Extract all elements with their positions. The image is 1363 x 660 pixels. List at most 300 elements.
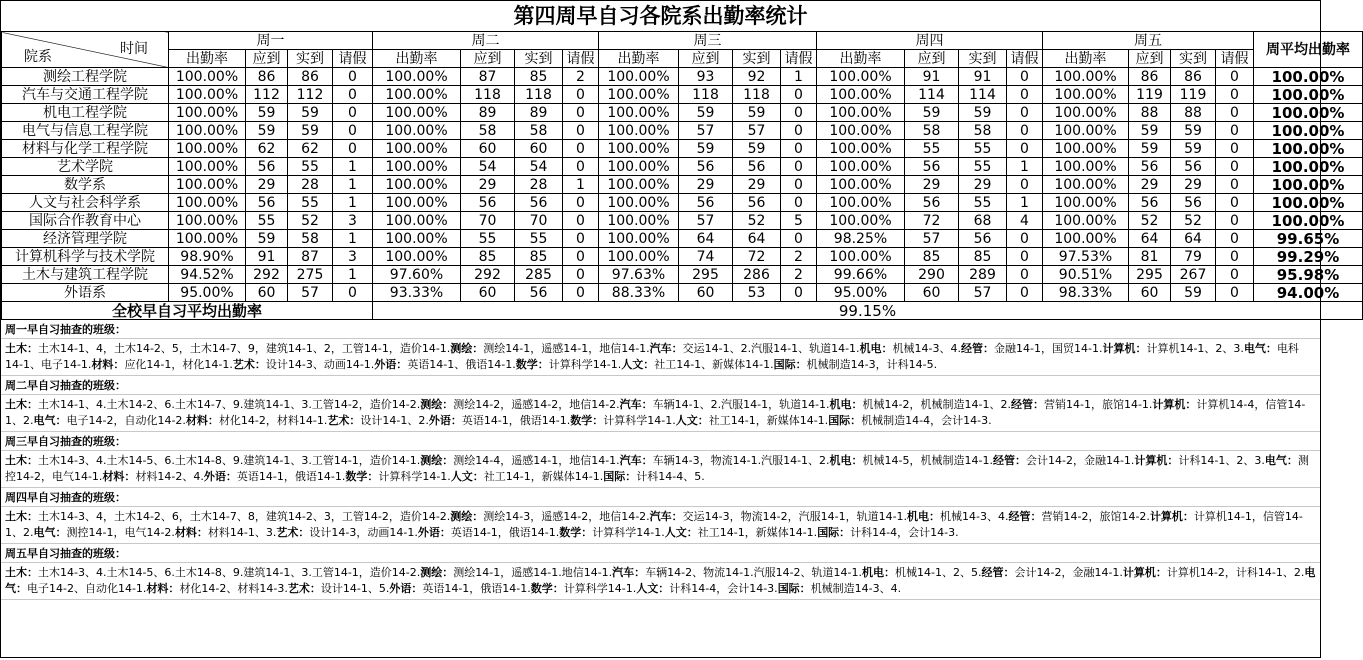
- note-class-list: 计科14-4、5.: [636, 470, 705, 483]
- value-cell: 94.52%: [169, 266, 246, 284]
- value-cell: 98.25%: [817, 230, 905, 248]
- value-cell: 81: [1129, 248, 1171, 266]
- value-cell: 59: [246, 122, 288, 140]
- value-cell: 100.00%: [817, 194, 905, 212]
- note-class-list: 设计14-3，动画14-1.: [309, 526, 418, 539]
- table-row: [2, 104, 1363, 122]
- note-dept-label: 机电：: [907, 510, 941, 523]
- value-cell: 60: [246, 284, 288, 302]
- value-cell: 95.00%: [817, 284, 905, 302]
- note-class-list: 材化14-2、材料14-3.: [179, 582, 288, 595]
- header-row-metrics: [2, 50, 1363, 68]
- dept-name-cell: 汽车与交通工程学院: [2, 86, 169, 104]
- note-class-list: 计算科学14-1.: [378, 470, 451, 483]
- value-cell: 64: [733, 230, 781, 248]
- value-cell: 0: [1216, 212, 1254, 230]
- value-cell: 88.33%: [599, 284, 679, 302]
- value-cell: 55: [905, 140, 959, 158]
- value-cell: 100.00%: [817, 122, 905, 140]
- value-cell: 0: [1007, 104, 1043, 122]
- value-cell: 267: [1171, 266, 1216, 284]
- note-dept-label: 土木：: [5, 342, 38, 355]
- value-cell: 100.00%: [599, 194, 679, 212]
- value-cell: 100.00%: [1043, 86, 1129, 104]
- note-class-list: 车辆14-2、物流14-1.汽服14-2、轨道14-1.: [645, 566, 863, 579]
- value-cell: 56: [246, 194, 288, 212]
- note-class-list: 土木14-3、4.土木14-5、6.土木14-8、9.建筑14-1、3.工管14-1，造价14-1.: [38, 454, 421, 467]
- weekly-avg-cell: 100.00%: [1254, 122, 1363, 140]
- value-cell: 100.00%: [1043, 104, 1129, 122]
- note-dept-label: 经管：: [961, 342, 995, 355]
- dept-name-cell: 艺术学院: [2, 158, 169, 176]
- value-cell: 295: [679, 266, 733, 284]
- value-cell: 59: [679, 104, 733, 122]
- note-dept-label: 土木：: [5, 398, 38, 411]
- note-body: [1, 563, 1320, 600]
- value-cell: 52: [1171, 212, 1216, 230]
- value-cell: 59: [1129, 122, 1171, 140]
- value-cell: 29: [679, 176, 733, 194]
- value-cell: 55: [959, 194, 1007, 212]
- metric-header: 应到: [1129, 50, 1171, 68]
- value-cell: 64: [679, 230, 733, 248]
- note-class-list: 土木14-3、4.土木14-5、6.土木14-8、9.建筑14-1、3.工管14-1，造价14-2.: [38, 566, 421, 579]
- metric-header: 应到: [679, 50, 733, 68]
- note-class-list: 机械制造14-4，会计14-3.: [861, 414, 992, 427]
- value-cell: 95.00%: [169, 284, 246, 302]
- header-row-days: [2, 32, 1363, 50]
- value-cell: 0: [1007, 140, 1043, 158]
- day-header-3: 周三: [599, 32, 817, 50]
- note-class-list: 社工14-1，新媒体14-1.: [697, 526, 818, 539]
- note-dept-label: 计算机：: [1152, 398, 1197, 411]
- value-cell: 0: [1216, 158, 1254, 176]
- value-cell: 85: [461, 248, 515, 266]
- note-class-list: 车辆14-1、2.汽服14-1，轨道14-1.: [652, 398, 830, 411]
- value-cell: 0: [781, 158, 817, 176]
- value-cell: 29: [246, 176, 288, 194]
- value-cell: 0: [1007, 284, 1043, 302]
- note-dept-label: 艺术：: [287, 582, 321, 595]
- note-dept-label: 人文：: [636, 582, 670, 595]
- value-cell: 4: [1007, 212, 1043, 230]
- value-cell: 100.00%: [1043, 158, 1129, 176]
- table-row: [2, 266, 1363, 284]
- note-dept-label: 人文：: [664, 526, 698, 539]
- note-class-list: 电科14-1、电子14-1.: [5, 342, 1299, 371]
- value-cell: 28: [288, 176, 333, 194]
- note-class-list: 英语14-1，俄语14-1.: [236, 470, 346, 483]
- value-cell: 29: [905, 176, 959, 194]
- value-cell: 292: [461, 266, 515, 284]
- table-row: [2, 230, 1363, 248]
- metric-header: 实到: [1171, 50, 1216, 68]
- value-cell: 93: [679, 68, 733, 86]
- note-title: 周二早自习抽查的班级：: [1, 376, 1320, 395]
- value-cell: 64: [1171, 230, 1216, 248]
- value-cell: 86: [246, 68, 288, 86]
- value-cell: 0: [333, 140, 373, 158]
- value-cell: 100.00%: [599, 176, 679, 194]
- metric-header: 实到: [288, 50, 333, 68]
- value-cell: 0: [1007, 230, 1043, 248]
- value-cell: 91: [246, 248, 288, 266]
- dept-name-cell: 经济管理学院: [2, 230, 169, 248]
- note-class-list: 计算科学14-1.: [563, 582, 637, 595]
- value-cell: 59: [1171, 140, 1216, 158]
- value-cell: 100.00%: [169, 158, 246, 176]
- day-header-4: 周四: [817, 32, 1043, 50]
- value-cell: 60: [679, 284, 733, 302]
- weekly-avg-cell: 94.00%: [1254, 284, 1363, 302]
- note-class-list: 计算科学14-1.: [603, 414, 676, 427]
- value-cell: 112: [246, 86, 288, 104]
- note-class-list: 机械14-3、4.: [940, 510, 1009, 523]
- value-cell: 0: [781, 86, 817, 104]
- weekly-avg-cell: 100.00%: [1254, 158, 1363, 176]
- value-cell: 100.00%: [1043, 230, 1129, 248]
- value-cell: 100.00%: [169, 104, 246, 122]
- value-cell: 52: [733, 212, 781, 230]
- value-cell: 29: [1129, 176, 1171, 194]
- value-cell: 59: [246, 104, 288, 122]
- note-dept-label: 机电：: [829, 454, 863, 467]
- note-title: 周五早自习抽查的班级：: [1, 544, 1320, 563]
- value-cell: 90.51%: [1043, 266, 1129, 284]
- value-cell: 98.90%: [169, 248, 246, 266]
- value-cell: 52: [1129, 212, 1171, 230]
- value-cell: 53: [733, 284, 781, 302]
- note-dept-label: 汽车：: [612, 566, 646, 579]
- value-cell: 0: [1216, 194, 1254, 212]
- value-cell: 29: [959, 176, 1007, 194]
- table-row: [2, 86, 1363, 104]
- note-class-list: 机械14-1、2、5.: [895, 566, 982, 579]
- value-cell: 60: [515, 140, 563, 158]
- note-class-list: 土木14-1、4.土木14-2、6.土木14-7、9.建筑14-1、3.工管14-2，造价14-2.: [38, 398, 421, 411]
- value-cell: 1: [333, 230, 373, 248]
- note-dept-label: 外语：: [374, 358, 408, 371]
- value-cell: 0: [1216, 68, 1254, 86]
- value-cell: 100.00%: [169, 176, 246, 194]
- value-cell: 100.00%: [599, 86, 679, 104]
- value-cell: 100.00%: [373, 230, 461, 248]
- note-class-list: 机械14-5，机械制造14-1.: [862, 454, 993, 467]
- value-cell: 1: [333, 194, 373, 212]
- value-cell: 86: [1129, 68, 1171, 86]
- weekly-avg-cell: 100.00%: [1254, 212, 1363, 230]
- value-cell: 0: [1216, 284, 1254, 302]
- table-row: [2, 248, 1363, 266]
- dept-name-cell: 测绘工程学院: [2, 68, 169, 86]
- value-cell: 290: [905, 266, 959, 284]
- note-class-list: 营销14-1，旅馆14-1.: [1043, 398, 1153, 411]
- note-dept-label: 计算机：: [1134, 454, 1179, 467]
- dept-name-cell: 计算机科学与技术学院: [2, 248, 169, 266]
- note-dept-label: 测绘：: [450, 342, 484, 355]
- value-cell: 100.00%: [169, 230, 246, 248]
- value-cell: 0: [333, 86, 373, 104]
- value-cell: 0: [563, 212, 599, 230]
- value-cell: 59: [1171, 122, 1216, 140]
- value-cell: 0: [333, 122, 373, 140]
- note-class-list: 社工14-1，新媒体14-1.: [708, 414, 829, 427]
- value-cell: 56: [733, 158, 781, 176]
- note-dept-label: 数学：: [570, 414, 604, 427]
- note-dept-label: 材料：: [174, 526, 208, 539]
- attendance-table: [1, 31, 1363, 320]
- note-body: [1, 395, 1320, 432]
- table-row: [2, 68, 1363, 86]
- value-cell: 100.00%: [373, 158, 461, 176]
- metric-header: 出勤率: [1043, 50, 1129, 68]
- value-cell: 87: [461, 68, 515, 86]
- value-cell: 88: [1129, 104, 1171, 122]
- value-cell: 2: [563, 68, 599, 86]
- value-cell: 0: [563, 86, 599, 104]
- value-cell: 100.00%: [373, 122, 461, 140]
- value-cell: 100.00%: [169, 68, 246, 86]
- value-cell: 0: [563, 194, 599, 212]
- note-class-list: 电子14-2，自动化14-2.: [66, 414, 186, 427]
- value-cell: 56: [515, 284, 563, 302]
- value-cell: 56: [1171, 158, 1216, 176]
- value-cell: 0: [1216, 104, 1254, 122]
- weekly-avg-header: 周平均出勤率: [1254, 32, 1363, 68]
- note-dept-label: 土木：: [5, 566, 38, 579]
- value-cell: 56: [905, 158, 959, 176]
- value-cell: 85: [515, 68, 563, 86]
- value-cell: 56: [515, 194, 563, 212]
- value-cell: 286: [733, 266, 781, 284]
- value-cell: 57: [679, 122, 733, 140]
- value-cell: 99.66%: [817, 266, 905, 284]
- note-class-list: 应化14-1，材化14-1.: [124, 358, 233, 371]
- summary-row: [2, 302, 1363, 320]
- value-cell: 2: [781, 266, 817, 284]
- value-cell: 0: [781, 122, 817, 140]
- dept-name-cell: 土木与建筑工程学院: [2, 266, 169, 284]
- value-cell: 0: [563, 230, 599, 248]
- note-title: 周三早自习抽查的班级：: [1, 432, 1320, 451]
- note-class-list: 社工14-1，新媒体14-1.: [483, 470, 604, 483]
- value-cell: 289: [959, 266, 1007, 284]
- value-cell: 64: [1129, 230, 1171, 248]
- value-cell: 52: [288, 212, 333, 230]
- value-cell: 89: [461, 104, 515, 122]
- value-cell: 72: [905, 212, 959, 230]
- value-cell: 0: [1216, 248, 1254, 266]
- value-cell: 0: [1007, 176, 1043, 194]
- value-cell: 0: [1216, 230, 1254, 248]
- value-cell: 100.00%: [373, 140, 461, 158]
- table-row: [2, 284, 1363, 302]
- value-cell: 100.00%: [599, 248, 679, 266]
- note-class-list: 测绘14-3，遥感14-2，地信14-2.: [483, 510, 650, 523]
- value-cell: 112: [288, 86, 333, 104]
- value-cell: 0: [333, 284, 373, 302]
- value-cell: 100.00%: [599, 230, 679, 248]
- note-dept-label: 计算机：: [1149, 510, 1194, 523]
- value-cell: 100.00%: [169, 122, 246, 140]
- note-dept-label: 电气：: [1264, 454, 1298, 467]
- dept-name-cell: 机电工程学院: [2, 104, 169, 122]
- value-cell: 100.00%: [169, 140, 246, 158]
- dept-name-cell: 数学系: [2, 176, 169, 194]
- note-class-list: 测控14-1，电气14-2.: [66, 526, 175, 539]
- note-dept-label: 汽车：: [649, 342, 683, 355]
- note-class-list: 计科14-4，会计14-3.: [669, 582, 778, 595]
- value-cell: 1: [333, 266, 373, 284]
- note-class-list: 设计14-1、2.: [360, 414, 429, 427]
- value-cell: 85: [905, 248, 959, 266]
- note-class-list: 社工14-1、新媒体14-1.: [654, 358, 774, 371]
- note-dept-label: 汽车：: [619, 398, 653, 411]
- value-cell: 72: [733, 248, 781, 266]
- corner-time-label: 时间: [120, 41, 148, 57]
- value-cell: 100.00%: [373, 212, 461, 230]
- note-dept-label: 国际：: [773, 358, 807, 371]
- value-cell: 54: [515, 158, 563, 176]
- note-class-list: 英语14-1，俄语14-1.: [450, 526, 560, 539]
- value-cell: 97.60%: [373, 266, 461, 284]
- value-cell: 54: [461, 158, 515, 176]
- value-cell: 118: [733, 86, 781, 104]
- note-class-list: 计算机14-4，信管14-1、2.: [5, 398, 1306, 427]
- value-cell: 55: [246, 212, 288, 230]
- note-dept-label: 材料：: [91, 358, 125, 371]
- note-class-list: 设计14-1、5.: [320, 582, 390, 595]
- value-cell: 100.00%: [817, 140, 905, 158]
- metric-header: 实到: [733, 50, 781, 68]
- value-cell: 1: [333, 158, 373, 176]
- value-cell: 0: [563, 140, 599, 158]
- value-cell: 60: [905, 284, 959, 302]
- note-dept-label: 国际：: [817, 526, 851, 539]
- note-dept-label: 数学：: [515, 358, 549, 371]
- note-class-list: 车辆14-3，物流14-1.汽服14-1、2.: [652, 454, 830, 467]
- value-cell: 118: [679, 86, 733, 104]
- value-cell: 0: [781, 140, 817, 158]
- value-cell: 0: [781, 194, 817, 212]
- note-dept-label: 经管：: [992, 454, 1026, 467]
- note-class-list: 土木14-1、4，土木14-2、5，土木14-7、9，建筑14-1、2，工管14-1，造价14-1.: [38, 342, 451, 355]
- value-cell: 56: [959, 230, 1007, 248]
- value-cell: 92: [733, 68, 781, 86]
- note-dept-label: 汽车：: [649, 510, 683, 523]
- note-dept-label: 人文：: [675, 414, 709, 427]
- value-cell: 56: [461, 194, 515, 212]
- value-cell: 100.00%: [373, 86, 461, 104]
- value-cell: 100.00%: [599, 68, 679, 86]
- note-dept-label: 材料：: [102, 470, 136, 483]
- value-cell: 62: [246, 140, 288, 158]
- note-class-list: 交运14-1、2.汽服14-1、轨道14-1.: [682, 342, 860, 355]
- metric-header: 请假: [781, 50, 817, 68]
- note-dept-label: 计算机：: [1102, 342, 1147, 355]
- corner-dept-label: 院系: [24, 49, 52, 65]
- value-cell: 59: [733, 104, 781, 122]
- value-cell: 59: [679, 140, 733, 158]
- value-cell: 100.00%: [373, 194, 461, 212]
- metric-header: 实到: [959, 50, 1007, 68]
- note-class-list: 计科14-4，会计14-3.: [850, 526, 959, 539]
- value-cell: 59: [288, 104, 333, 122]
- metric-header: 应到: [461, 50, 515, 68]
- value-cell: 0: [781, 176, 817, 194]
- value-cell: 59: [288, 122, 333, 140]
- note-dept-label: 国际：: [603, 470, 637, 483]
- value-cell: 70: [515, 212, 563, 230]
- note-class-list: 计算机14-1，信管14-1、2.: [5, 510, 1303, 539]
- note-dept-label: 人文：: [450, 470, 484, 483]
- value-cell: 70: [461, 212, 515, 230]
- note-class-list: 计算机14-2，计科14-1、2.: [1166, 566, 1305, 579]
- note-title: 周一早自习抽查的班级：: [1, 320, 1320, 339]
- metric-header: 请假: [333, 50, 373, 68]
- note-class-list: 机械14-2，机械制造14-1、2.: [862, 398, 1011, 411]
- note-dept-label: 艺术：: [327, 414, 361, 427]
- note-class-list: 材料14-2、4.: [135, 470, 204, 483]
- value-cell: 59: [959, 104, 1007, 122]
- dept-name-cell: 材料与化学工程学院: [2, 140, 169, 158]
- note-body: [1, 507, 1320, 544]
- metric-header: 出勤率: [817, 50, 905, 68]
- value-cell: 292: [246, 266, 288, 284]
- weekly-avg-cell: 95.98%: [1254, 266, 1363, 284]
- dept-name-cell: 外语系: [2, 284, 169, 302]
- metric-header: 出勤率: [169, 50, 246, 68]
- note-class-list: 计算科学14-1.: [592, 526, 665, 539]
- metric-header: 应到: [905, 50, 959, 68]
- value-cell: 0: [563, 248, 599, 266]
- note-class-list: 机械14-3、4.: [892, 342, 962, 355]
- note-class-list: 计算机14-1、2、3.: [1146, 342, 1244, 355]
- value-cell: 60: [461, 284, 515, 302]
- value-cell: 0: [563, 104, 599, 122]
- value-cell: 100.00%: [599, 212, 679, 230]
- value-cell: 0: [563, 284, 599, 302]
- weekly-avg-cell: 100.00%: [1254, 176, 1363, 194]
- weekly-avg-cell: 99.29%: [1254, 248, 1363, 266]
- note-dept-label: 经管：: [1008, 510, 1042, 523]
- value-cell: 100.00%: [1043, 122, 1129, 140]
- note-class-list: 机械制造14-3、4.: [810, 582, 902, 595]
- value-cell: 55: [515, 230, 563, 248]
- value-cell: 58: [288, 230, 333, 248]
- value-cell: 5: [781, 212, 817, 230]
- note-class-list: 营销14-2，旅馆14-2.: [1041, 510, 1150, 523]
- note-body: [1, 339, 1320, 376]
- value-cell: 56: [679, 194, 733, 212]
- value-cell: 0: [1216, 140, 1254, 158]
- value-cell: 97.63%: [599, 266, 679, 284]
- weekly-avg-cell: 99.65%: [1254, 230, 1363, 248]
- table-row: [2, 158, 1363, 176]
- value-cell: 59: [246, 230, 288, 248]
- value-cell: 0: [1216, 176, 1254, 194]
- value-cell: 100.00%: [169, 194, 246, 212]
- value-cell: 119: [1129, 86, 1171, 104]
- spot-check-notes: [1, 320, 1320, 600]
- value-cell: 62: [288, 140, 333, 158]
- value-cell: 0: [1216, 122, 1254, 140]
- value-cell: 3: [333, 248, 373, 266]
- value-cell: 59: [733, 140, 781, 158]
- weekly-avg-cell: 100.00%: [1254, 104, 1363, 122]
- value-cell: 58: [515, 122, 563, 140]
- weekly-avg-cell: 100.00%: [1254, 140, 1363, 158]
